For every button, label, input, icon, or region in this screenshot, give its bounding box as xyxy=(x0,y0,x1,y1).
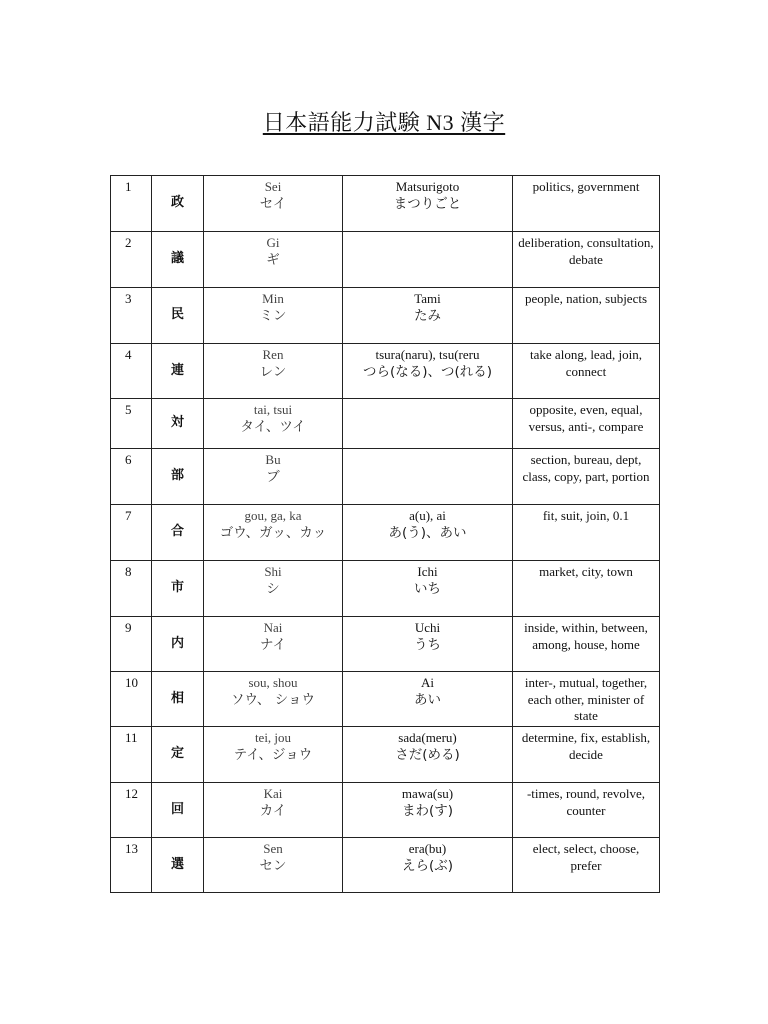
meaning-cell xyxy=(513,399,660,449)
meaning-cell xyxy=(513,727,660,783)
kunyomi-romaji: Uchi xyxy=(414,620,441,635)
onyomi-cell xyxy=(204,617,343,672)
meaning-text: section, bureau, dept, class, copy, part, portion xyxy=(522,452,650,484)
kanji-table-body xyxy=(111,176,660,893)
kanji-character: 市 xyxy=(152,561,204,617)
meaning-text: take along, lead, join, connect xyxy=(530,347,642,379)
onyomi-kana: ブ xyxy=(266,469,280,485)
onyomi-romaji: gou, ga, ka xyxy=(244,508,302,523)
kunyomi-cell xyxy=(343,783,513,838)
kunyomi-kana: まつりごと xyxy=(393,196,462,212)
meaning-cell xyxy=(513,672,660,727)
page-title: 日本語能力試験 N3 漢字 xyxy=(262,110,506,135)
onyomi-kana: テイ、ジョウ xyxy=(233,747,313,763)
onyomi-kana: ミン xyxy=(259,308,287,324)
onyomi-cell xyxy=(204,561,343,617)
kanji-character: 回 xyxy=(152,783,204,838)
row-number: 13 xyxy=(111,838,152,893)
onyomi-kana: セイ xyxy=(259,196,287,212)
kanji-character: 連 xyxy=(152,344,204,399)
kunyomi-kana: いち xyxy=(414,581,441,597)
meaning-text: deliberation, consultation, debate xyxy=(518,235,654,267)
onyomi-cell xyxy=(204,399,343,449)
kunyomi-romaji: sada(meru) xyxy=(398,730,457,745)
kunyomi-romaji: era(bu) xyxy=(408,841,447,856)
onyomi-kana: セン xyxy=(259,858,287,874)
kunyomi-romaji: tsura(naru), tsu(reru xyxy=(375,347,480,362)
meaning-text: opposite, even, equal, versus, anti-, compare xyxy=(528,402,644,434)
row-number: 10 xyxy=(111,672,152,727)
meaning-text: inside, within, between, among, house, home xyxy=(524,620,648,652)
meaning-cell xyxy=(513,344,660,399)
meaning-cell xyxy=(513,288,660,344)
row-number: 8 xyxy=(111,561,152,617)
kunyomi-cell xyxy=(343,561,513,617)
kunyomi-romaji: Matsurigoto xyxy=(395,179,460,194)
kanji-character: 政 xyxy=(152,176,204,232)
table-row xyxy=(111,783,660,838)
onyomi-romaji: Shi xyxy=(264,564,282,579)
onyomi-cell xyxy=(204,505,343,561)
kunyomi-kana: あ(う)、あい xyxy=(388,525,467,541)
row-number: 9 xyxy=(111,617,152,672)
onyomi-romaji: Sen xyxy=(263,841,283,856)
onyomi-cell xyxy=(204,176,343,232)
onyomi-kana: ナイ xyxy=(259,637,287,653)
onyomi-cell xyxy=(204,672,343,727)
onyomi-romaji: Min xyxy=(262,291,284,306)
kunyomi-romaji: Tami xyxy=(414,291,441,306)
onyomi-romaji: Sei xyxy=(264,179,282,194)
row-number: 5 xyxy=(111,399,152,449)
table-row xyxy=(111,505,660,561)
table-row xyxy=(111,449,660,505)
meaning-text: fit, suit, join, 0.1 xyxy=(542,508,630,523)
kunyomi-cell xyxy=(343,344,513,399)
kanji-character: 定 xyxy=(152,727,204,783)
table-row xyxy=(111,232,660,288)
meaning-text: determine, fix, establish, decide xyxy=(521,730,651,762)
kunyomi-cell xyxy=(343,232,513,288)
meaning-cell xyxy=(513,561,660,617)
onyomi-cell xyxy=(204,288,343,344)
onyomi-romaji: Gi xyxy=(266,235,280,250)
onyomi-kana: カイ xyxy=(259,803,287,819)
kunyomi-kana: さだ(める) xyxy=(395,747,460,763)
kunyomi-cell xyxy=(343,617,513,672)
row-number: 6 xyxy=(111,449,152,505)
kunyomi-cell xyxy=(343,288,513,344)
onyomi-kana: ゴウ、ガッ、カッ xyxy=(219,525,327,541)
onyomi-cell xyxy=(204,727,343,783)
row-number: 7 xyxy=(111,505,152,561)
onyomi-romaji: Kai xyxy=(263,786,283,801)
kunyomi-cell xyxy=(343,399,513,449)
onyomi-romaji: Ren xyxy=(262,347,284,362)
kunyomi-kana: あい xyxy=(414,692,441,708)
row-number: 11 xyxy=(111,727,152,783)
table-row xyxy=(111,176,660,232)
meaning-text: politics, government xyxy=(532,179,640,194)
meaning-cell xyxy=(513,176,660,232)
meaning-cell xyxy=(513,783,660,838)
onyomi-romaji: Bu xyxy=(265,452,281,467)
meaning-text: -times, round, revolve, counter xyxy=(526,786,646,818)
kanji-character: 相 xyxy=(152,672,204,727)
row-number: 3 xyxy=(111,288,152,344)
table-row xyxy=(111,399,660,449)
kanji-character: 選 xyxy=(152,838,204,893)
kunyomi-cell xyxy=(343,449,513,505)
kunyomi-kana: つら(なる)、つ(れる) xyxy=(362,364,493,380)
onyomi-romaji: tai, tsui xyxy=(253,402,293,417)
onyomi-romaji: Nai xyxy=(263,620,283,635)
table-row xyxy=(111,617,660,672)
table-row xyxy=(111,838,660,893)
row-number: 12 xyxy=(111,783,152,838)
onyomi-cell xyxy=(204,232,343,288)
kunyomi-kana: えら(ぶ) xyxy=(401,858,454,874)
onyomi-cell xyxy=(204,838,343,893)
table-row xyxy=(111,288,660,344)
kanji-character: 合 xyxy=(152,505,204,561)
kunyomi-romaji: Ai xyxy=(421,675,434,690)
row-number: 1 xyxy=(111,176,152,232)
meaning-cell xyxy=(513,838,660,893)
kunyomi-cell xyxy=(343,672,513,727)
meaning-cell xyxy=(513,449,660,505)
row-number: 4 xyxy=(111,344,152,399)
meaning-text: inter-, mutual, together, each other, minister of state xyxy=(524,675,648,723)
kanji-character: 民 xyxy=(152,288,204,344)
meaning-text: elect, select, choose, prefer xyxy=(532,841,640,873)
onyomi-cell xyxy=(204,783,343,838)
table-row xyxy=(111,672,660,727)
kanji-character: 内 xyxy=(152,617,204,672)
kunyomi-romaji: a(u), ai xyxy=(409,508,446,523)
table-row xyxy=(111,561,660,617)
onyomi-kana: ソウ、 ショウ xyxy=(231,692,315,708)
kunyomi-cell xyxy=(343,838,513,893)
kunyomi-romaji: mawa(su) xyxy=(401,786,454,801)
kunyomi-cell xyxy=(343,176,513,232)
kunyomi-cell xyxy=(343,727,513,783)
row-number: 2 xyxy=(111,232,152,288)
onyomi-kana: レン xyxy=(259,364,287,380)
kanji-table xyxy=(110,175,660,893)
onyomi-kana: タイ、ツイ xyxy=(240,419,306,435)
onyomi-romaji: sou, shou xyxy=(248,675,298,690)
kunyomi-kana: うち xyxy=(414,637,441,653)
kunyomi-cell xyxy=(343,505,513,561)
onyomi-cell xyxy=(204,344,343,399)
kanji-character: 議 xyxy=(152,232,204,288)
meaning-cell xyxy=(513,505,660,561)
kunyomi-kana: たみ xyxy=(414,308,441,324)
meaning-text: people, nation, subjects xyxy=(524,291,648,306)
kanji-character: 対 xyxy=(152,399,204,449)
meaning-text: market, city, town xyxy=(539,564,633,579)
kanji-character: 部 xyxy=(152,449,204,505)
table-row xyxy=(111,727,660,783)
meaning-cell xyxy=(513,617,660,672)
table-row xyxy=(111,344,660,399)
kunyomi-romaji: Ichi xyxy=(417,564,438,579)
onyomi-cell xyxy=(204,449,343,505)
onyomi-romaji: tei, jou xyxy=(254,730,292,745)
meaning-cell xyxy=(513,232,660,288)
onyomi-kana: シ xyxy=(266,581,280,597)
kunyomi-kana: まわ(す) xyxy=(401,803,454,819)
onyomi-kana: ギ xyxy=(266,252,280,268)
